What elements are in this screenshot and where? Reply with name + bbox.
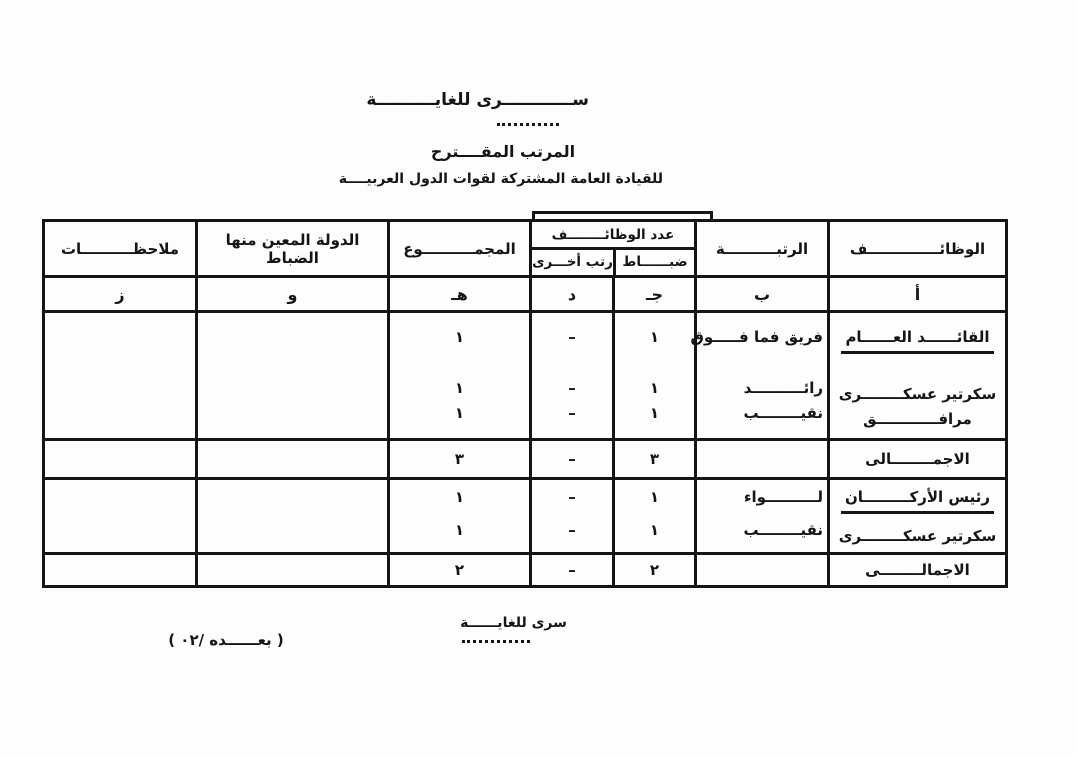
- col-header-other-ranks: رتب أخـــرى: [532, 254, 613, 270]
- column-letter-a: أ: [829, 277, 1007, 312]
- total-sum: ٣: [389, 440, 531, 479]
- total-other-ranks: –: [531, 554, 614, 587]
- positions-count-label: عدد الوظائــــــــف: [532, 222, 694, 250]
- table: [42, 219, 1008, 588]
- position-military-secretary: سكرتير عسكــــــــرى: [838, 527, 997, 545]
- empty-cell: [696, 440, 829, 479]
- header-row: [44, 221, 1007, 277]
- officers-count: ١: [649, 404, 660, 422]
- empty-cell: [197, 554, 389, 587]
- continuation-note: ( بعــــــده /٠٢ ): [168, 631, 284, 649]
- empty-cell: [44, 554, 197, 587]
- rank-value: نقيــــــــب: [743, 521, 823, 539]
- other-ranks-count: –: [568, 488, 576, 506]
- officers-count-cell: [614, 312, 696, 440]
- notes-cell-empty: [44, 479, 197, 554]
- positions-cell: [829, 312, 1007, 440]
- col-header-rank: الرتبــــــــــة: [696, 221, 829, 277]
- total-count: ١: [454, 488, 465, 506]
- other-ranks-count: –: [568, 328, 576, 346]
- establishment-table: [45, 219, 1008, 585]
- other-ranks-count: –: [568, 521, 576, 539]
- other-ranks-count: –: [568, 404, 576, 422]
- ranks-cell: [696, 479, 829, 554]
- officers-count-cell: [614, 479, 696, 554]
- other-ranks-count-cell: [531, 312, 614, 440]
- column-letter-c: جـ: [614, 277, 696, 312]
- appointing-state-cell-empty: [197, 312, 389, 440]
- total-count: ١: [454, 379, 465, 397]
- col-header-total: المجمــــــــــوع: [389, 221, 531, 277]
- positions-cell: [829, 479, 1007, 554]
- appointing-state-cell-empty: [197, 479, 389, 554]
- total-label: الاجمــــــــالى: [829, 440, 1007, 479]
- position-general-commander: القائــــــد العــــــام: [841, 326, 993, 354]
- empty-cell: [44, 440, 197, 479]
- total-count: ١: [454, 328, 465, 346]
- column-letter-e: هـ: [389, 277, 531, 312]
- rank-value: رائــــــــــد: [743, 379, 823, 397]
- dotted-divider-bottom: [462, 638, 530, 643]
- column-letter-d: د: [531, 277, 614, 312]
- total-sum: ٢: [389, 554, 531, 587]
- col-header-officers: ضبــــــاط: [613, 250, 694, 275]
- rank-value: فريق فما فـــــوق: [690, 328, 823, 346]
- total-count: ١: [454, 521, 465, 539]
- total-officers: ٣: [614, 440, 696, 479]
- ranks-cell: [690, 312, 829, 440]
- column-letter-f: و: [197, 277, 389, 312]
- total-officers: ٢: [614, 554, 696, 587]
- rank-value: نقيــــــــب: [743, 404, 823, 422]
- col-header-appointing-state: الدولة المعين منها الضباط: [197, 221, 389, 277]
- total-other-ranks: –: [531, 440, 614, 479]
- column-letter-b: ب: [696, 277, 829, 312]
- empty-cell: [696, 554, 829, 587]
- notes-cell-empty: [44, 312, 197, 440]
- document-title: المرتب المقــــترح: [430, 142, 576, 161]
- section-2-rows: [44, 479, 1007, 554]
- officers-count: ١: [649, 379, 660, 397]
- section-1-total-row: [44, 440, 1007, 479]
- section-1-rows: [44, 312, 1007, 440]
- col-header-notes: ملاحظــــــــــات: [44, 221, 197, 277]
- column-letter-row: [44, 277, 1007, 312]
- total-count: ١: [454, 404, 465, 422]
- col-header-positions: الوظائــــــــــــــف: [829, 221, 1007, 277]
- officers-count: ١: [649, 328, 660, 346]
- position-aide-de-camp: مرافــــــــــــق: [863, 410, 972, 428]
- classification-bottom: سرى للغايــــــة: [460, 615, 567, 631]
- other-ranks-count: –: [568, 379, 576, 397]
- positions-count-subheaders: [532, 250, 694, 275]
- position-chief-of-staff: رئيس الأركـــــــــان: [841, 486, 994, 514]
- total-count-cell: [389, 479, 531, 554]
- other-ranks-count-cell: [531, 479, 614, 554]
- section-2-total-row: [44, 554, 1007, 587]
- empty-cell: [197, 440, 389, 479]
- total-count-cell: [389, 312, 531, 440]
- col-header-positions-count: [531, 221, 696, 277]
- dotted-divider-top: [497, 121, 559, 126]
- total-label: الاجمالــــــــى: [829, 554, 1007, 587]
- classification-top: ســــــــــــرى للغايــــــــــة: [366, 90, 589, 110]
- officers-count: ١: [649, 521, 660, 539]
- position-military-secretary: سكرتير عسكــــــــرى: [838, 385, 997, 403]
- officers-count: ١: [649, 488, 660, 506]
- rank-value: لــــــــــواء: [743, 488, 823, 506]
- column-letter-g: ز: [44, 277, 197, 312]
- document-subtitle: للقيادة العامة المشتركة لقوات الدول العربيــــة: [338, 171, 663, 187]
